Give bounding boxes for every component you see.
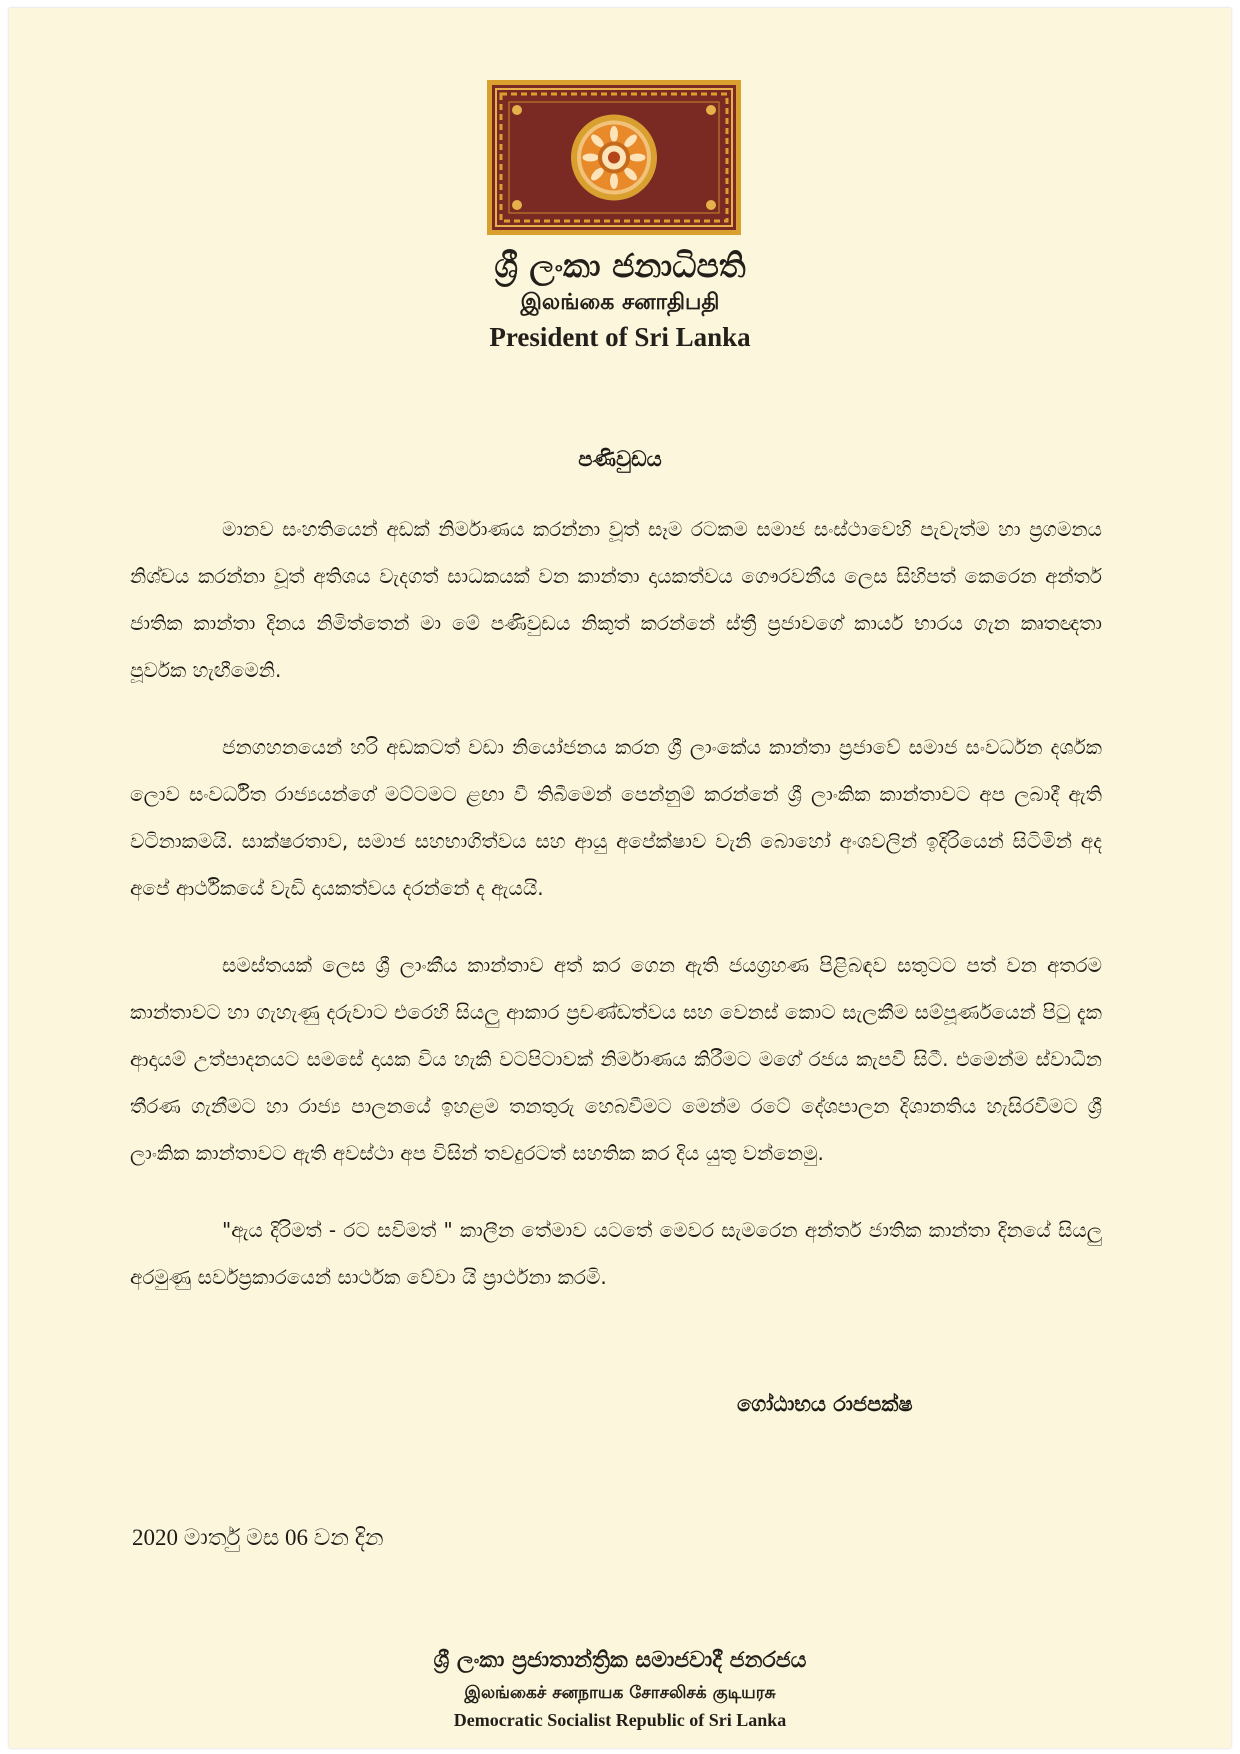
document-title: පණිවුඩය [578,447,662,471]
letterhead-title-sinhala: ශ්‍රී ලංකා ජනාධිපති [494,246,746,285]
message-paragraph-3: සමස්තයක් ලෙස ශ්‍රී ලාංකීය කාන්තාව අත් කර ගෙන ඇති ජයග්‍රහණ පිළිබඳව සතුටට පත් වන අතරම කාන්තාවට හා ගැහැණු දරුවාට එරෙහි සියලු ආකාර ප්‍රචණ්ඩත්වය සහ වෙනස් කොට සැලකීම සම්පූර්ණයෙන් පිටු දැක ආදායම් උත්පාදනයට සමසේ දායක විය හැකි වටපිටාවක් නිර්මාණය කිරීමට මගේ රජය කැපවී සිටී. එමෙන්ම ස්වාධීන තීරණ ගැනීමට හා රාජ්‍ය පාලනයේ ඉහළම තනතුරු හෙබවීමට මෙන්ම රටේ දේශපාලන දිශානතිය හැසිරවීමට ශ්‍රී ලාංකික කාන්තාවට ඇති අවස්ථා අප විසින් තවදුරටත් සහතික කර දිය යුතු වන්නෙමු. [130,953,1102,1165]
issue-date: 2020 මාර්තු මස 06 වන දින [132,1525,384,1550]
letterhead-title-english: President of Sri Lanka [489,322,751,352]
letterhead-title-tamil: இலங்கை சனாதிபதி [520,290,720,315]
presidential-flag-icon [487,80,741,235]
footer-republic-tamil: இலங்கைச் சனநாயக சோசலிசக் குடியரசு [464,1683,776,1703]
message-paragraph-2: ජනගහනයෙන් හරි අඩකටත් වඩා නියෝජනය කරන ශ්‍රී ලාංකේය කාන්තා ප්‍රජාවේ සමාජ සංවර්ධන දර්ශක ලොව සංවර්ධිත රාජ්‍යයන්ගේ මට්ටමට ළඟා වී තිබීමෙන් පෙන්නුම් කරන්නේ ශ්‍රී ලාංකික කාන්තාවට අප ලබාදී ඇති වටිනාකමයි. සාක්ෂරතාව, සමාජ සහභාගිත්වය සහ ආයු අපේක්ෂාව වැනි බොහෝ අංශවලින් ඉදිරියෙන් සිටිමින් අද අපේ ආර්ථිකයේ වැඩි දායකත්වය දරන්නේ ද ඇයයි. [130,735,1102,900]
message-paragraph-4: "ඇය දිරිමත් - රට සවිමත් " කාලීන තේමාව යටතේ මෙවර සැමරෙන අන්තර් ජාතික කාන්තා දිනයේ සියලු අරමුණු සර්වප්‍රකාරයෙන් සාර්ථක වේවා යි ප්‍රාර්ථනා කරමි. [130,1218,1102,1289]
footer-republic-sinhala: ශ්‍රී ලංකා ප්‍රජාතාන්ත්‍රික සමාජවාදී ජනරජය [433,1648,807,1673]
footer-republic-english: Democratic Socialist Republic of Sri Lanka [453,1710,787,1730]
message-paragraph-1: මානව සංහතියෙන් අඩක් නිර්මාණය කරන්නා වූත් සෑම රටකම සමාජ සංස්ථාවෙහි පැවැත්ම හා ප්‍රගමනය නිශ්චය කරන්නා වූත් අතිශය වැදගත් සාධකයක් වන කාන්තා දායකත්වය ගෞරවනීය ලෙස සිහිපත් කෙරෙන අන්තර් ජාතික කාන්තා දිනය නිමිත්තෙන් මා මේ පණිවුඩය නිකුත් කරන්නේ ස්ත්‍රී ප්‍රජාවගේ කාර්ය භාරය ගැන කෘතඥතා පූර්වක හැඟීමෙනි. [130,517,1102,682]
message-body [130,506,1102,1331]
signatory-name: ගෝඨාභය රාජපක්ෂ [737,1392,913,1416]
